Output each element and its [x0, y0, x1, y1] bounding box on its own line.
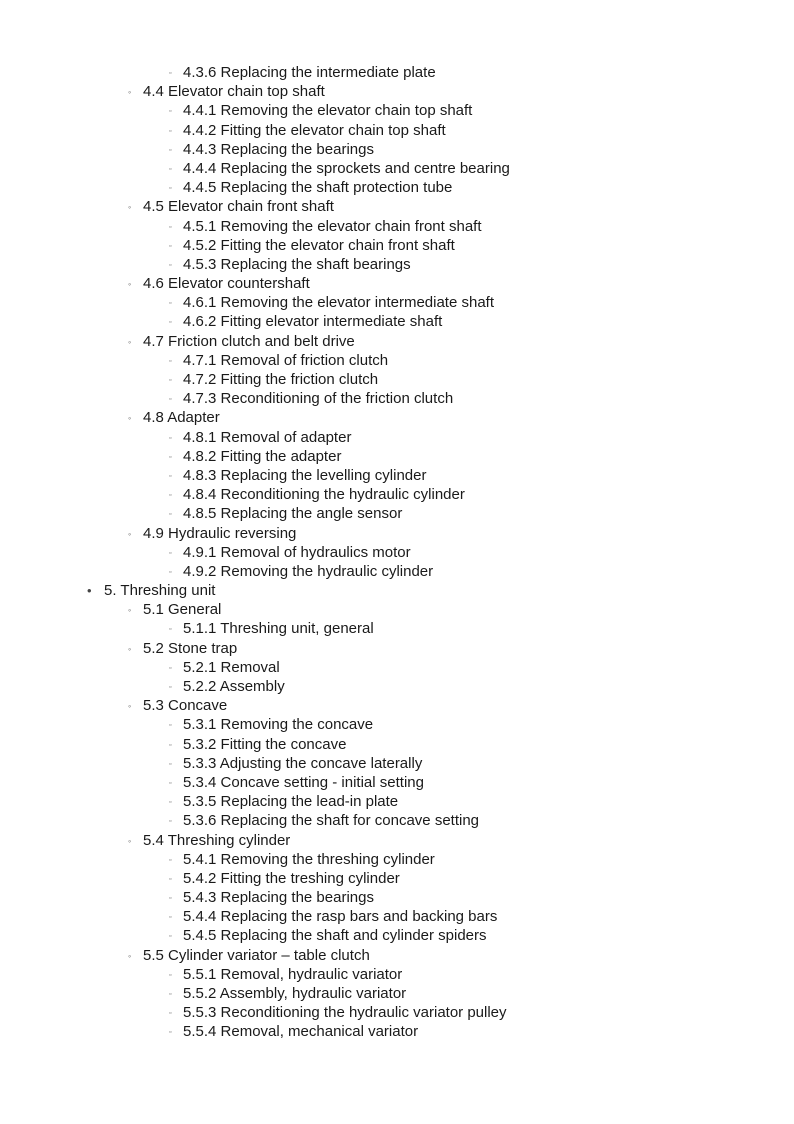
square-bullet-icon: ▫ [169, 971, 172, 979]
circle-bullet-icon: ◦ [128, 643, 132, 654]
toc-subsection[interactable] [0, 101, 794, 120]
toc-entry-text: 4.8.3 Replacing the levelling cylinder [183, 466, 427, 484]
toc-entry-text: 4.7.3 Reconditioning of the friction clutch [183, 390, 454, 408]
square-bullet-icon: ▫ [169, 472, 172, 480]
toc-section[interactable] [0, 82, 794, 101]
toc-subsection[interactable] [0, 389, 794, 408]
toc-subsection[interactable] [0, 255, 794, 274]
toc-subsection[interactable] [0, 1003, 794, 1022]
toc-subsection[interactable] [0, 312, 794, 331]
square-bullet-icon: ▫ [169, 1029, 172, 1037]
square-bullet-icon: ▫ [169, 300, 172, 308]
toc-subsection[interactable] [0, 351, 794, 370]
square-bullet-icon: ▫ [169, 875, 172, 883]
toc-entry-text: 5.3.1 Removing the concave [183, 716, 374, 734]
toc-subsection[interactable] [0, 178, 794, 197]
toc-section[interactable] [0, 639, 794, 658]
toc-entry-text: 5.3.5 Replacing the lead-in plate [183, 793, 399, 811]
toc-subsection[interactable] [0, 293, 794, 312]
circle-bullet-icon: ◦ [128, 528, 132, 539]
square-bullet-icon: ▫ [169, 799, 172, 807]
square-bullet-icon: ▫ [169, 856, 172, 864]
toc-subsection[interactable] [0, 754, 794, 773]
toc-chapter[interactable] [0, 581, 794, 600]
toc-subsection[interactable] [0, 715, 794, 734]
toc-entry-text: 4.8.5 Replacing the angle sensor [183, 505, 403, 523]
toc-subsection[interactable] [0, 1022, 794, 1041]
toc-entry-text: 4.7.1 Removal of friction clutch [183, 351, 389, 369]
square-bullet-icon: ▫ [169, 453, 172, 461]
toc-subsection[interactable] [0, 485, 794, 504]
toc-subsection[interactable] [0, 217, 794, 236]
toc-subsection[interactable] [0, 466, 794, 485]
toc-entry-text: 5.3.4 Concave setting - initial setting [183, 773, 424, 791]
toc-subsection[interactable] [0, 121, 794, 140]
toc-entry-text: 4.6.1 Removing the elevator intermediate shaft [183, 294, 495, 312]
toc-entry-text: 5.5.3 Reconditioning the hydraulic variator pulley [183, 1004, 507, 1022]
toc-subsection[interactable] [0, 236, 794, 255]
toc-entry-text: 4.6 Elevator countershaft [143, 275, 310, 293]
toc-subsection[interactable] [0, 773, 794, 792]
circle-bullet-icon: ◦ [128, 701, 132, 712]
square-bullet-icon: ▫ [169, 108, 172, 116]
square-bullet-icon: ▫ [169, 933, 172, 941]
toc-subsection[interactable] [0, 543, 794, 562]
toc-entry-text: 5.4.5 Replacing the shaft and cylinder spiders [183, 927, 487, 945]
toc-entry-text: 5.2 Stone trap [143, 639, 238, 657]
toc-entry-text: 5.3 Concave [143, 697, 228, 715]
circle-bullet-icon: ◦ [128, 202, 132, 213]
square-bullet-icon: ▫ [169, 914, 172, 922]
square-bullet-icon: ▫ [169, 895, 172, 903]
toc-subsection[interactable] [0, 63, 794, 82]
square-bullet-icon: ▫ [169, 165, 172, 173]
toc-entry-text: 5.4.3 Replacing the bearings [183, 889, 374, 907]
toc-subsection[interactable] [0, 792, 794, 811]
square-bullet-icon: ▫ [169, 492, 172, 500]
toc-subsection[interactable] [0, 658, 794, 677]
toc-entry-text: 5.2.1 Removal [183, 658, 280, 676]
toc-entry-text: 5.3.6 Replacing the shaft for concave setting [183, 812, 480, 830]
table-of-contents [0, 63, 794, 1042]
toc-entry-text: 4.4.3 Replacing the bearings [183, 140, 374, 158]
toc-entry-text: 4.7.2 Fitting the friction clutch [183, 371, 379, 388]
square-bullet-icon: ▫ [169, 511, 172, 519]
square-bullet-icon: ▫ [169, 434, 172, 442]
toc-entry-text: 4.4.4 Replacing the sprockets and centre bearing [183, 159, 510, 177]
toc-entry-text: 4.9.2 Removing the hydraulic cylinder [183, 562, 434, 580]
square-bullet-icon: ▫ [169, 779, 172, 787]
toc-entry-text: 5. Threshing unit [104, 582, 216, 600]
toc-subsection[interactable] [0, 965, 794, 984]
toc-subsection[interactable] [0, 984, 794, 1003]
toc-section[interactable] [0, 600, 794, 619]
bullet-icon: • [87, 583, 92, 599]
toc-entry-text: 5.1.1 Threshing unit, general [183, 620, 374, 638]
toc-entry-text: 5.4.1 Removing the threshing cylinder [183, 850, 435, 868]
circle-bullet-icon: ◦ [128, 87, 132, 98]
toc-entry-text: 4.4.2 Fitting the elevator chain top shaft [183, 121, 446, 139]
square-bullet-icon: ▫ [169, 319, 172, 327]
square-bullet-icon: ▫ [169, 377, 172, 384]
toc-subsection[interactable] [0, 907, 794, 926]
square-bullet-icon: ▫ [169, 396, 172, 404]
toc-section[interactable] [0, 696, 794, 715]
toc-subsection[interactable] [0, 447, 794, 466]
toc-entry-text: 4.5 Elevator chain front shaft [143, 198, 334, 216]
circle-bullet-icon: ◦ [128, 605, 132, 616]
toc-entry-text: 5.2.2 Assembly [183, 678, 285, 695]
square-bullet-icon: ▫ [169, 261, 172, 269]
square-bullet-icon: ▫ [169, 991, 172, 998]
toc-subsection[interactable] [0, 562, 794, 581]
toc-entry-text: 5.5 Cylinder variator – table clutch [143, 946, 370, 964]
toc-entry-text: 4.9 Hydraulic reversing [143, 524, 297, 542]
circle-bullet-icon: ◦ [128, 336, 132, 347]
toc-entry-text: 4.8 Adapter [143, 409, 220, 427]
square-bullet-icon: ▫ [169, 127, 172, 135]
square-bullet-icon: ▫ [169, 70, 172, 77]
toc-subsection[interactable] [0, 850, 794, 869]
toc-subsection[interactable] [0, 869, 794, 888]
toc-entry-text: 4.5.1 Removing the elevator chain front shaft [183, 217, 482, 235]
toc-entry-text: 5.1 General [143, 601, 222, 619]
toc-entry-text: 5.5.1 Removal, hydraulic variator [183, 965, 403, 983]
toc-section[interactable] [0, 408, 794, 427]
toc-entry-text: 5.5.2 Assembly, hydraulic variator [183, 985, 407, 1002]
toc-entry-text: 4.4.1 Removing the elevator chain top shaft [183, 102, 473, 120]
toc-entry-text: 4.7 Friction clutch and belt drive [143, 332, 355, 350]
toc-subsection[interactable] [0, 504, 794, 523]
toc-entry-text: 4.8.2 Fitting the adapter [183, 447, 342, 465]
toc-section[interactable] [0, 524, 794, 543]
square-bullet-icon: ▫ [169, 1010, 172, 1018]
circle-bullet-icon: ◦ [128, 950, 132, 961]
toc-subsection[interactable] [0, 735, 794, 754]
toc-entry-text: 5.5.4 Removal, mechanical variator [183, 1023, 419, 1041]
toc-subsection[interactable] [0, 370, 794, 389]
toc-entry-text: 4.9.1 Removal of hydraulics motor [183, 543, 411, 561]
toc-subsection[interactable] [0, 811, 794, 830]
circle-bullet-icon: ◦ [128, 279, 132, 290]
toc-entry-text: 4.5.2 Fitting the elevator chain front shaft [183, 236, 455, 254]
toc-entry-text: 4.5.3 Replacing the shaft bearings [183, 255, 411, 273]
toc-section[interactable] [0, 946, 794, 965]
square-bullet-icon: ▫ [169, 664, 172, 672]
toc-entry-text: 4.8.4 Reconditioning the hydraulic cylinder [183, 486, 465, 504]
square-bullet-icon: ▫ [169, 741, 172, 749]
circle-bullet-icon: ◦ [128, 835, 132, 846]
toc-entry-text: 4.4 Elevator chain top shaft [143, 83, 325, 101]
square-bullet-icon: ▫ [169, 684, 172, 691]
square-bullet-icon: ▫ [169, 818, 172, 826]
toc-subsection[interactable] [0, 888, 794, 907]
toc-entry-text: 4.4.5 Replacing the shaft protection tube [183, 179, 453, 197]
square-bullet-icon: ▫ [169, 185, 172, 193]
toc-subsection[interactable] [0, 428, 794, 447]
square-bullet-icon: ▫ [169, 146, 172, 154]
square-bullet-icon: ▫ [169, 357, 172, 365]
toc-section[interactable] [0, 197, 794, 216]
toc-subsection[interactable] [0, 677, 794, 696]
toc-section[interactable] [0, 274, 794, 293]
toc-section[interactable] [0, 332, 794, 351]
square-bullet-icon: ▫ [169, 568, 172, 576]
square-bullet-icon: ▫ [169, 242, 172, 250]
toc-subsection[interactable] [0, 619, 794, 638]
circle-bullet-icon: ◦ [128, 413, 132, 424]
toc-subsection[interactable] [0, 140, 794, 159]
toc-section[interactable] [0, 831, 794, 850]
toc-entry-text: 5.3.2 Fitting the concave [183, 735, 347, 753]
toc-subsection[interactable] [0, 926, 794, 945]
toc-entry-text: 5.4 Threshing cylinder [143, 831, 291, 849]
square-bullet-icon: ▫ [169, 722, 172, 730]
toc-entry-text: 5.4.4 Replacing the rasp bars and backing bars [183, 908, 498, 926]
square-bullet-icon: ▫ [169, 549, 172, 557]
square-bullet-icon: ▫ [169, 626, 172, 634]
toc-entry-text: 4.3.6 Replacing the intermediate plate [183, 64, 436, 81]
toc-subsection[interactable] [0, 159, 794, 178]
toc-entry-text: 4.8.1 Removal of adapter [183, 428, 352, 446]
toc-entry-text: 4.6.2 Fitting elevator intermediate shaft [183, 313, 443, 331]
square-bullet-icon: ▫ [169, 223, 172, 231]
toc-entry-text: 5.3.3 Adjusting the concave laterally [183, 754, 423, 772]
square-bullet-icon: ▫ [169, 760, 172, 768]
toc-entry-text: 5.4.2 Fitting the treshing cylinder [183, 869, 400, 887]
